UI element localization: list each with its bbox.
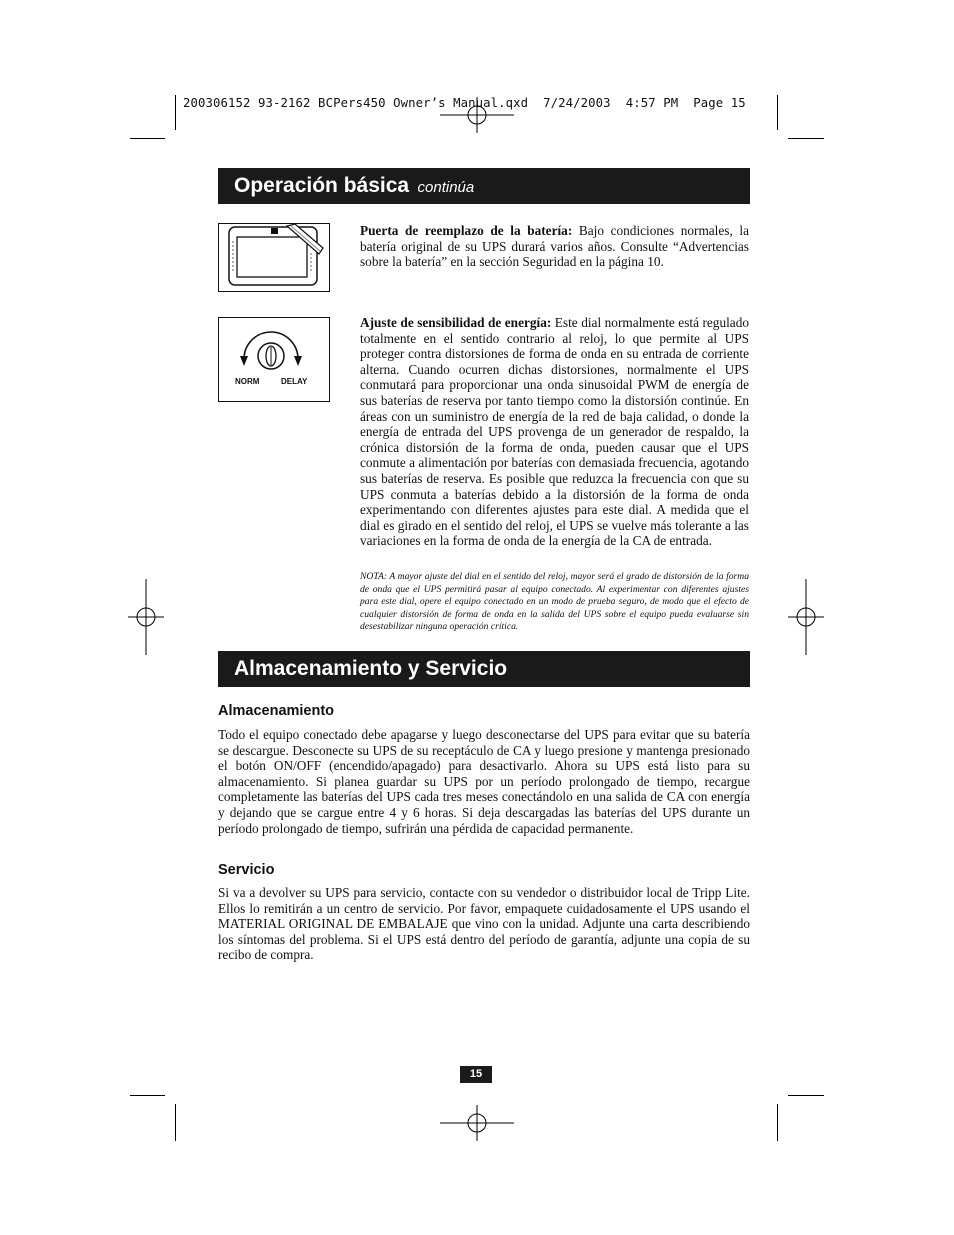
battery-door-illustration [218,223,330,292]
battery-door-heading: Puerta de reemplazo de la batería: [360,223,573,238]
registration-mark-icon [440,1105,514,1141]
battery-door-paragraph [360,223,749,270]
registration-mark-icon [440,97,514,133]
section-header-operacion-basica [218,168,750,204]
crop-mark [175,95,176,130]
battery-door-icon [219,224,328,290]
sensitivity-dial-icon [219,318,328,400]
registration-mark-icon [128,579,164,655]
section-header-almacenamiento-servicio [218,651,750,687]
registration-mark-icon [788,579,824,655]
sensitivity-note: NOTA: A mayor ajuste del dial en el sentido del reloj, mayor será el grado de distorsión de la forma de onda que el UPS permitirá pasar al equipo conectado. Al experimentar con diferentes ajustes para este dial, opere el equipo conectado en un modo de prueba seguro, de modo que el efecto de cualquier distorsión de forma de onda en la salida del UPS sobre el equipo pueda evaluarse sin desestabilizar ninguna operación crítica. [360,571,749,633]
storage-paragraph: Todo el equipo conectado debe apagarse y luego desconectarse del UPS para evitar que su batería se descargue. Desconecte su UPS de su receptáculo de CA y luego presione y mantenga presionado el botón ON/OFF (encendido/apagado) para desactivarlo. Ahora su UPS está listo para su almacenamiento. Si planea guardar su UPS por un período prolongado de tiempo, recargue completamente las baterías del UPS cada tres meses conectándolo en una salida de CA con energía y dejando que se cargue entre 4 y 6 horas. Si deja descargadas las baterías del UPS durante un período prolongado de tiempo, sufrirán una pérdida de capacidad permanente. [218,727,750,836]
section-title: Operación básica [234,174,410,197]
crop-mark [130,138,165,139]
section-title: Almacenamiento y Servicio [234,657,508,680]
crop-mark [788,1095,824,1096]
service-paragraph: Si va a devolver su UPS para servicio, contacte con su vendedor o distribuidor local de Tripp Lite. Ellos lo remitirán a un centro de servicio. Por favor, empaquete cuidadosamente el UPS usando el MATERIAL ORIGINAL DE EMBALAJE que vino con la unidad. Adjunte una carta describiendo los síntomas del problema. Si el UPS está dentro del período de garantía, adjunte una copia de su recibo de compra. [218,885,750,963]
dial-norm-label: NORM [235,377,260,386]
sensitivity-text: Este dial normalmente está regulado totalmente en el sentido contrario al reloj, lo que permite al UPS proteger contra distorsiones de forma de onda en su entrada de corriente alterna. Cuando ocurren dichas distorsiones, normalmente el UPS conmutará para proporcionar una onda sinusoidal PWM de energía de sus baterías de reserva por tanto tiempo como la distorsión continúe. En áreas con un suministro de energía de la red de baja calidad, o donde la energía de entrada del UPS provenga de un generador de respaldo, la crónica distorsión de la forma de onda, pueden causar que el UPS conmute a alimentación por baterías con demasiada frecuencia, agotando sus baterías de reserva. Es posible que reduzca la frecuencia con que su UPS conmuta a baterías debido a la distorsión de la forma de onda experimentando con diferentes ajustes para este dial. A medida que el dial es girado en el sentido del reloj, el UPS se vuelve más tolerante a las variaciones en la forma de onda de la energía de la CA de entrada. [360,315,749,549]
crop-mark [130,1095,165,1096]
crop-mark [777,1104,778,1141]
service-heading: Servicio [218,862,275,878]
print-slug: 200306152 93-2162 BCPers450 Owner’s Manual.qxd 7/24/2003 4:57 PM Page 15 [183,96,746,110]
sensitivity-paragraph [360,315,749,549]
crop-mark [777,95,778,130]
sensitivity-dial-illustration [218,317,330,402]
sensitivity-heading: Ajuste de sensibilidad de energía: [360,315,552,330]
page-number: 15 [460,1066,492,1083]
battery-door-text: Bajo condiciones normales, la batería original de su UPS durará varios años. Consulte “Advertencias sobre la batería” en la sección Seguridad en la página 10. [360,223,749,270]
section-subtitle: continúa [417,179,475,196]
crop-mark [175,1104,176,1141]
dial-delay-label: DELAY [281,377,308,386]
crop-mark [788,138,824,139]
storage-heading: Almacenamiento [218,703,335,719]
